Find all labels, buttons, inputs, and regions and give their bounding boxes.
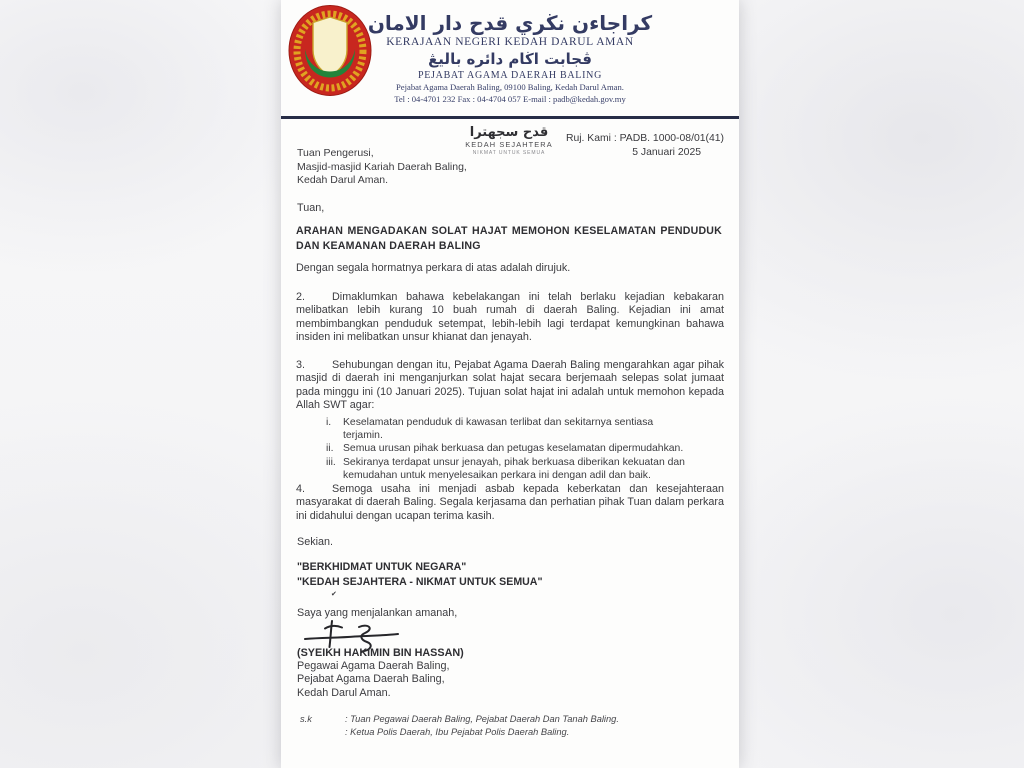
small-ink-mark: ✔	[331, 591, 337, 598]
list-text: Semua urusan pihak berkuasa dan petugas keselamatan dipermudahkan.	[343, 443, 684, 455]
letterhead	[281, 0, 739, 105]
cc-label: s.k	[300, 714, 312, 724]
letterhead-jawi-department: ڤجابت اڬام دائره باليڠ	[428, 50, 592, 68]
signer-name: (SYEIKH HAKIMIN BIN HASSAN)	[297, 647, 464, 659]
roman-numeral-list	[326, 416, 688, 482]
list-item	[326, 456, 688, 482]
slogan-block	[297, 560, 542, 590]
paragraph-text: Semoga usaha ini menjadi asbab kepada keberkatan dan kesejahteraan masyarakat di daerah Baling. Segala kerjasama dan perhatian pihak Tuan dalam perkara ini didahului dengan ucapan terima kasih.	[296, 483, 724, 522]
recipient-block	[297, 147, 467, 188]
letter-document	[281, 0, 739, 768]
paragraph-number: 3.	[296, 359, 306, 371]
letterhead-divider	[281, 116, 739, 119]
intro-paragraph: Dengan segala hormatnya perkara di atas adalah dirujuk.	[296, 262, 571, 274]
paragraph-number: 4.	[296, 483, 306, 495]
list-text: Keselamatan penduduk di kawasan terlibat dan sekitarnya sentiasa terjamin.	[343, 417, 654, 442]
signer-title: Kedah Darul Aman.	[297, 686, 391, 699]
letterhead-address: Pejabat Agama Daerah Baling, 09100 Baling, Kedah Darul Aman.	[396, 82, 624, 92]
cc-lines	[345, 713, 619, 738]
paragraph-text: Dimaklumkan bahawa kebelakangan ini telah berlaku kejadian kebakaran melibatkan lebih kurang 10 buah rumah di daerah Baling. Kejadian ini amat membimbangkan penduduk setempat, lebih-lebih lagi terdapat kemungkinan bahawa insiden ini melibatkan unsur khianat dan jenayah.	[296, 291, 724, 344]
paragraph-4	[296, 483, 724, 523]
slogan-negara: "BERKHIDMAT UNTUK NEGARA"	[297, 561, 467, 573]
letterhead-contact: Tel : 04-4701 232 Fax : 04-4704 057 E-mail : padb@kedah.gov.my	[394, 94, 626, 104]
list-item	[326, 442, 688, 455]
recipient-line: Tuan Pengerusi,	[297, 147, 374, 159]
list-text: Sekiranya terdapat unsur jenayah, pihak berkuasa diberikan kekuatan dan kemudahan untuk menyelesaikan perkara ini dengan adil dan baik.	[343, 456, 685, 481]
signer-title: Pegawai Agama Daerah Baling,	[297, 660, 450, 673]
recipient-line: Masjid-masjid Kariah Daerah Baling,	[297, 160, 467, 173]
reference-block	[566, 132, 724, 159]
list-item	[326, 416, 688, 442]
salutation: Tuan,	[297, 202, 325, 214]
department-name: PEJABAT AGAMA DAERAH BALING	[417, 70, 602, 81]
subject-line: ARAHAN MENGADAKAN SOLAT HAJAT MEMOHON KESELAMATAN PENDUDUK DAN KEAMANAN DAERAH BALING	[296, 225, 722, 252]
signer-title: Pejabat Agama Daerah Baling,	[297, 673, 445, 686]
cc-line: : Tuan Pegawai Daerah Baling, Pejabat Daerah Dan Tanah Baling.	[345, 714, 619, 724]
list-marker: ii.	[326, 443, 334, 455]
kedah-sejahtera-title: KEDAH SEJAHTERA	[465, 140, 553, 149]
kedah-sejahtera-jawi: قدح سجهترا	[469, 125, 549, 140]
letter-date: 5 Januari 2025	[632, 146, 701, 158]
recipient-line: Kedah Darul Aman.	[297, 174, 389, 186]
list-marker: i.	[326, 417, 332, 428]
closing-word: Sekian.	[297, 536, 334, 548]
list-marker: iii.	[326, 456, 336, 468]
paragraph-text: Sehubungan dengan itu, Pejabat Agama Daerah Baling mengarahkan agar pihak masjid di daerah ini menganjurkan solat hajat secara berjemaah selepas solat jumaat pada minggu ini (10 Januari 2025). Tujuan solat hajat ini adalah untuk memohon kepada Allah SWT agar:	[296, 359, 724, 412]
kedah-state-crest-icon	[288, 4, 372, 97]
cc-block	[300, 713, 619, 738]
letterhead-jawi-title: كراجاءن نڬري قدح دار الامان	[367, 11, 653, 35]
signing-phrase: Saya yang menjalankan amanah,	[297, 607, 458, 619]
kedah-sejahtera-logo	[449, 126, 569, 156]
paragraph-2	[296, 291, 724, 345]
government-name: KERAJAAN NEGERI KEDAH DARUL AMAN	[386, 36, 634, 48]
signature-block	[297, 647, 464, 700]
cc-line: : Ketua Polis Daerah, Ibu Pejabat Polis Daerah Baling.	[345, 726, 570, 737]
reference-number: Ruj. Kami : PADB. 1000-08/01(41)	[565, 133, 724, 144]
slogan-kedah: "KEDAH SEJAHTERA - NIKMAT UNTUK SEMUA"	[297, 576, 543, 588]
paragraph-3	[296, 359, 724, 413]
paragraph-number: 2.	[296, 291, 306, 303]
kedah-sejahtera-tagline: NIKMAT UNTUK SEMUA	[472, 150, 546, 156]
